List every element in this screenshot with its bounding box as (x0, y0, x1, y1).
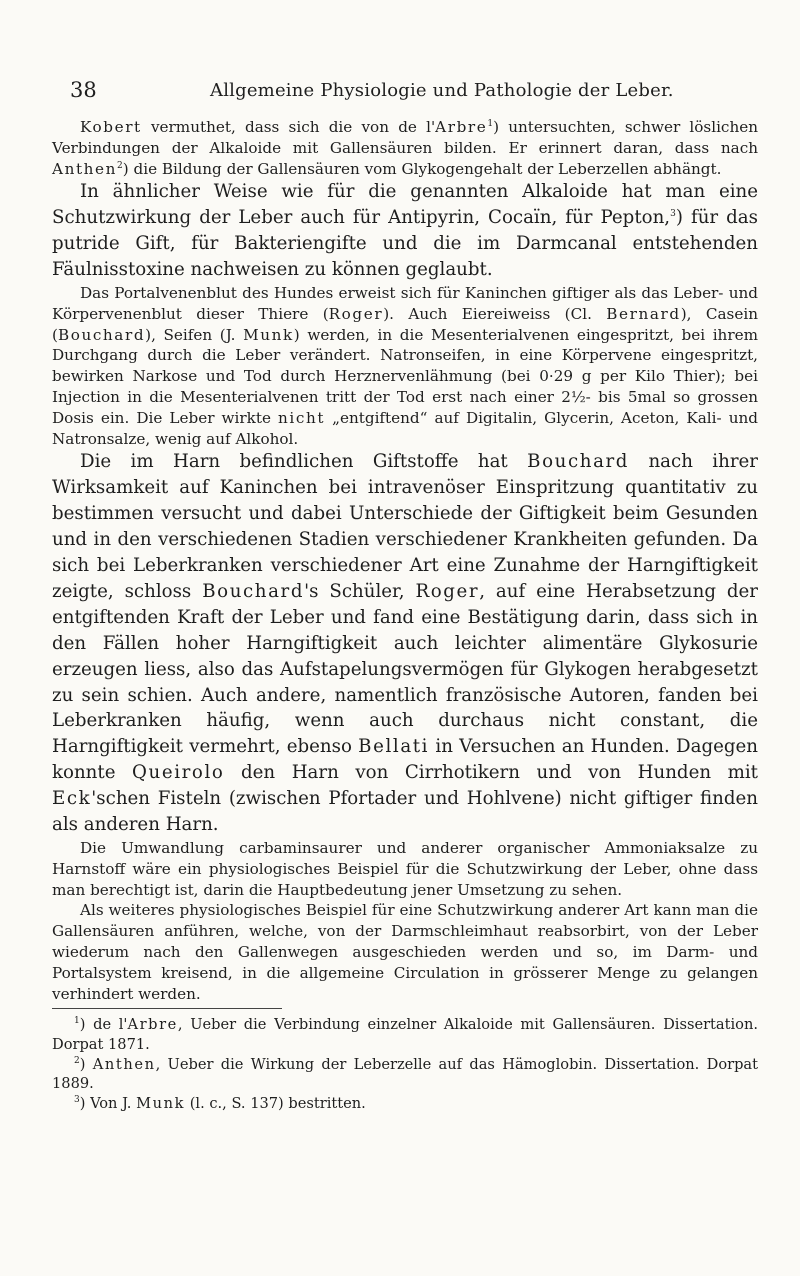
text-run: 'schen Fisteln (zwischen Pfortader und Hohlvene) nicht giftiger finden als anderen Harn. (52, 788, 758, 836)
text-run: ) Von J. (79, 1094, 137, 1112)
text-run: , Ueber die Verbindung einzelner Alkaloide mit Gallensäuren. Dissertation. Dorpat 1871. (52, 1016, 758, 1053)
page-header (70, 78, 760, 108)
text-run: ). Auch Eiereiweiss (Cl. (383, 304, 607, 323)
text-run: In ähnlicher Weise wie für die genannten Alkaloide hat man eine Schutzwirkung der Leber auch für Antipyrin, Cocaïn, für Pepton, (52, 181, 758, 229)
paragraph (52, 117, 758, 179)
body-text (52, 117, 758, 1113)
footnote-marker: 2 (117, 160, 123, 171)
text-run: „entgiftend“ auf Digitalin, Glycerin, Aceton, Kali- und Natronsalze, wenig auf Alkohol. (52, 408, 758, 448)
footnote-marker: 3 (74, 1094, 80, 1105)
text-run: vermuthet, dass sich die von de l' (141, 118, 436, 136)
author-name: Roger (415, 580, 480, 602)
author-name: Bellati (358, 736, 430, 758)
footnote-marker: 1 (487, 118, 494, 129)
text-run: ) (79, 1055, 93, 1073)
text-run: in Versuchen an Hunden. Dagegen konnte (52, 736, 758, 784)
text-run: ) für das putride Gift, für Bakteriengifte und die im Darmcanal entstehenden Fäulnisstoxine nachweisen zu können geglaubt. (52, 207, 758, 281)
author-name: Anthen (52, 159, 118, 178)
paragraph (52, 838, 758, 900)
text-run: , Ueber die Wirkung der Leberzelle auf das Hämoglobin. Dissertation. Dorpat 1889. (52, 1055, 758, 1093)
author-name: Arbre (127, 1016, 178, 1034)
text-run: ) werden, in die Mesenterialvenen eingespritzt, bei ihrem Durchgang durch die Leber verändert. Natronseifen, in eine Körpervene eingespritzt, bewirken Narkose und Tod durch Herznervenlähmung (bei 0·29 g per Kilo Thier); bei Injection in die Mesenterialvenen tritt der Tod erst nach einer 2½- bis 5mal so grossen Dosis ein. Die Leber wirkte (52, 325, 758, 427)
text-run: Das Portalvenenblut des Hundes erweist sich für Kaninchen giftiger als das Leber- und Körpervenenblut dieser Thiere ( (52, 284, 758, 323)
footnote-marker: 1 (74, 1016, 80, 1027)
text-run: (l. c., S. 137) bestritten. (185, 1094, 366, 1112)
page-number: 38 (70, 78, 97, 102)
paragraph (52, 179, 758, 283)
text-run: , auf eine Herabsetzung der entgiftenden Kraft der Leber und fand eine Bestätigung darin, dass sich in den Fällen hoher Harngiftigkeit auch leichter alimentäre Glykosurie erzeugen liess, also das Aufstapelungsvermögen für Glykogen herabgesetzt zu sein schien. Auch andere, namentlich französische Autoren, fanden bei Leberkranken häufig, wenn auch durchaus nicht constant, die Harngiftigkeit vermehrt, ebenso (52, 580, 758, 758)
text-run: ) die Bildung der Gallensäuren vom Glykogengehalt der Leberzellen abhängt. (122, 159, 722, 178)
author-name: Roger (328, 304, 384, 323)
text-run: den Harn von Cirrhotikern und von Hunden mit (224, 762, 758, 784)
author-name: Bouchard (57, 325, 146, 344)
paragraph (52, 449, 758, 838)
text-run: ) untersuchten, schwer löslichen Verbindungen der Alkaloide mit Gallensäuren bilden. Er erinnert daran, dass nach (52, 118, 758, 157)
text-run: ), Casein ( (52, 304, 758, 344)
footnote (52, 1055, 758, 1094)
text-run: nach ihrer Wirksamkeit auf Kaninchen bei intravenöser Einspritzung quantitativ zu bestimmen versucht und dabei Unterschiede der Giftigkeit beim Gesunden und in den verschiedenen Stadien verschiedener Krankheiten gefunden. Da sich bei Leberkranken verschiedener Art eine Zunahme der Harngiftigkeit zeigte, schloss (52, 451, 758, 602)
text-run: ), Seifen (J. (145, 325, 244, 344)
author-name: Arbre (435, 118, 488, 136)
author-name: Munk (136, 1094, 186, 1112)
text-run: Die Umwandlung carbaminsaurer und anderer organischer Ammoniaksalze zu Harnstoff wäre ein physiologisches Beispiel für die Schutzwirkung der Leber, ohne dass man berechtigt ist, darin die Hauptbedeutung jener Umsetzung zu sehen. (52, 838, 758, 899)
author-name: Eck (52, 788, 92, 810)
text-run: Die im Harn befindlichen Giftstoffe hat (80, 451, 528, 473)
author-name: Bouchard (202, 580, 305, 602)
text-run: 's Schüler, (304, 580, 416, 602)
author-name: Queirolo (132, 762, 225, 784)
author-name: Anthen (92, 1055, 156, 1073)
author-name: Kobert (80, 118, 142, 136)
footnote (52, 1094, 758, 1114)
author-name: Bouchard (527, 451, 630, 473)
footnote-marker: 2 (74, 1055, 80, 1066)
author-name: Bernard (606, 304, 681, 323)
footnote-list (52, 1015, 758, 1113)
author-name: nicht (278, 408, 326, 427)
paragraph-list (52, 117, 758, 1004)
text-run: ) de l' (79, 1016, 128, 1034)
footnote (52, 1015, 758, 1054)
paragraph (52, 900, 758, 1004)
text-run: Als weiteres physiologisches Beispiel für eine Schutzwirkung anderer Art kann man die Gallensäuren anführen, welche, von der Darmschleimhaut reabsorbirt, von der Leber wiederum nach den Gallenwegen ausgeschieden werden und so, im Darm- und Portalsystem kreisend, in die allgemeine Circulation in grösserer Menge zu gelangen verhindert werden. (52, 901, 758, 1003)
footnote-divider (52, 1008, 282, 1009)
footnote-marker: 3 (670, 209, 676, 220)
author-name: Munk (243, 325, 294, 344)
running-title: Allgemeine Physiologie und Pathologie der Leber. (210, 80, 674, 101)
paragraph (52, 283, 758, 449)
